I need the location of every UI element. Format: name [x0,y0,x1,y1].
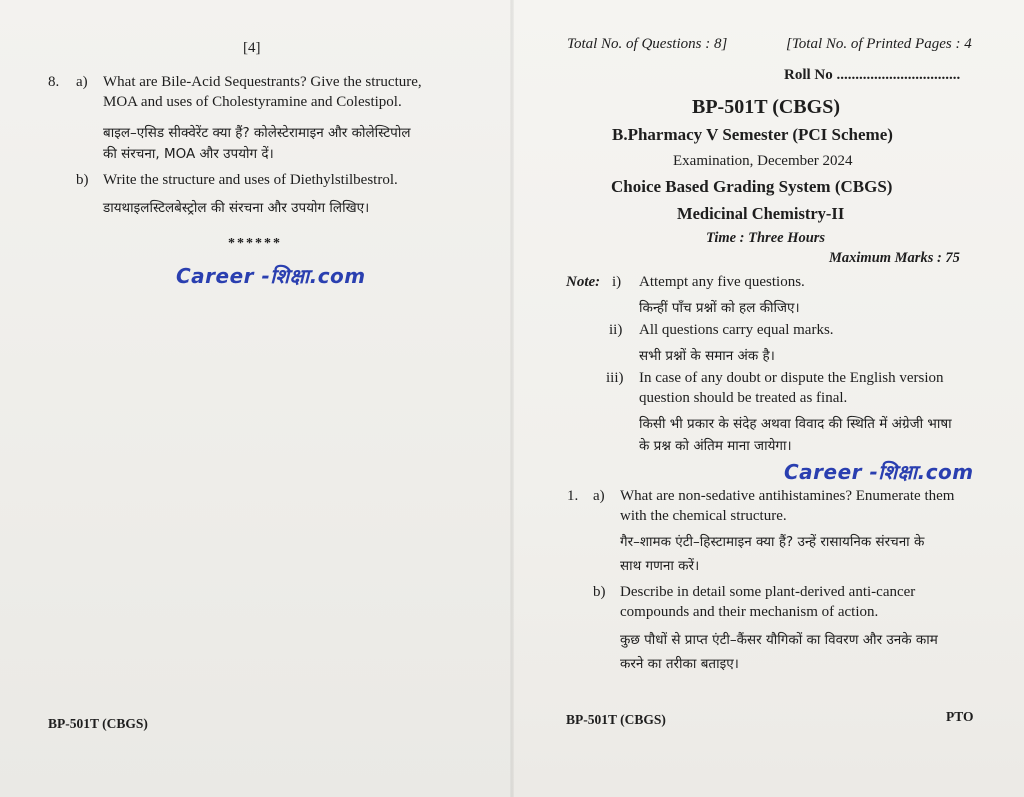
note-item-hindi: किसी भी प्रकार के संदेह अथवा विवाद की स्थिति में अंग्रेजी भाषा [639,416,952,432]
question-8-number: 8. [48,74,60,90]
question-1b-english-line: compounds and their mechanism of action. [620,604,879,620]
question-8a-english-line: What are Bile-Acid Sequestrants? Give the structure, [103,74,422,90]
note-item-label: i) [612,274,622,290]
total-questions: Total No. of Questions : 8] [567,36,728,52]
total-printed-pages: [Total No. of Printed Pages : 4 [786,36,972,52]
question-8b-hindi-line: डायथाइलस्टिलबेस्ट्रोल की संरचना और उपयोग लिखिए। [103,200,370,216]
question-8b-label: b) [76,172,89,188]
question-1-number: 1. [567,488,579,504]
roll-number-field: Roll No ................................. [784,67,961,83]
question-1b-label: b) [593,584,606,600]
note-item-hindi: सभी प्रश्नों के समान अंक है। [639,348,775,364]
question-1a-hindi-line: गैर–शामक एंटी–हिस्टामाइन क्या हैं? उन्हें रासायनिक संरचना के [620,534,925,550]
subject-title: Medicinal Chemistry-II [677,204,845,223]
question-1a-english-line: What are non-sedative antihistamines? Enumerate them [620,488,955,504]
please-turn-over: PTO [946,709,974,724]
note-item-english: question should be treated as final. [639,390,848,406]
note-item-english: All questions carry equal marks. [639,322,834,338]
note-item-label: ii) [609,322,623,338]
note-item-hindi: के प्रश्न को अंतिम माना जायेगा। [639,438,792,454]
question-8a-label: a) [76,74,88,90]
question-1a-hindi-line: साथ गणना करें। [620,558,700,574]
footer-paper-code: BP-501T (CBGS) [48,716,148,731]
question-1a-english-line: with the chemical structure. [620,508,787,524]
question-8a-english-line: MOA and uses of Cholestyramine and Colestipol. [103,94,402,110]
question-1b-hindi-line: करने का तरीका बताइए। [620,656,739,672]
course-title: B.Pharmacy V Semester (PCI Scheme) [612,125,893,144]
question-8a-hindi-line: की संरचना, MOA और उपयोग दें। [103,146,274,162]
paper-code-heading: BP-501T (CBGS) [692,96,840,118]
question-8b-english-line: Write the structure and uses of Diethylstilbestrol. [103,172,398,188]
end-of-paper-mark: ****** [228,236,282,251]
career-shiksha-watermark: Career -शिक्षा.com [176,264,366,288]
note-item-label: iii) [606,370,624,386]
page-fold [510,0,514,797]
examination-session: Examination, December 2024 [673,153,853,169]
note-item-english: In case of any doubt or dispute the English version [639,370,944,386]
question-1b-english-line: Describe in detail some plant-derived anti-cancer [620,584,916,600]
grading-system: Choice Based Grading System (CBGS) [611,177,893,196]
footer-paper-code: BP-501T (CBGS) [566,712,666,727]
note-item-hindi: किन्हीं पाँच प्रश्नों को हल कीजिए। [639,300,800,316]
question-8a-hindi-line: बाइल–एसिड सीक्वेरेंट क्या हैं? कोलेस्टेरामाइन और कोलेस्टिपोल [103,125,411,141]
maximum-marks: Maximum Marks : 75 [829,250,960,266]
question-1b-hindi-line: कुछ पौधों से प्राप्त एंटी–कैंसर यौगिकों का विवरण और उनके काम [620,632,938,648]
note-item-english: Attempt any five questions. [639,274,805,290]
exam-duration: Time : Three Hours [706,230,826,246]
page-number: [4] [243,40,261,56]
career-shiksha-watermark: Career -शिक्षा.com [784,460,974,484]
question-1a-label: a) [593,488,605,504]
note-label: Note: [566,274,601,290]
